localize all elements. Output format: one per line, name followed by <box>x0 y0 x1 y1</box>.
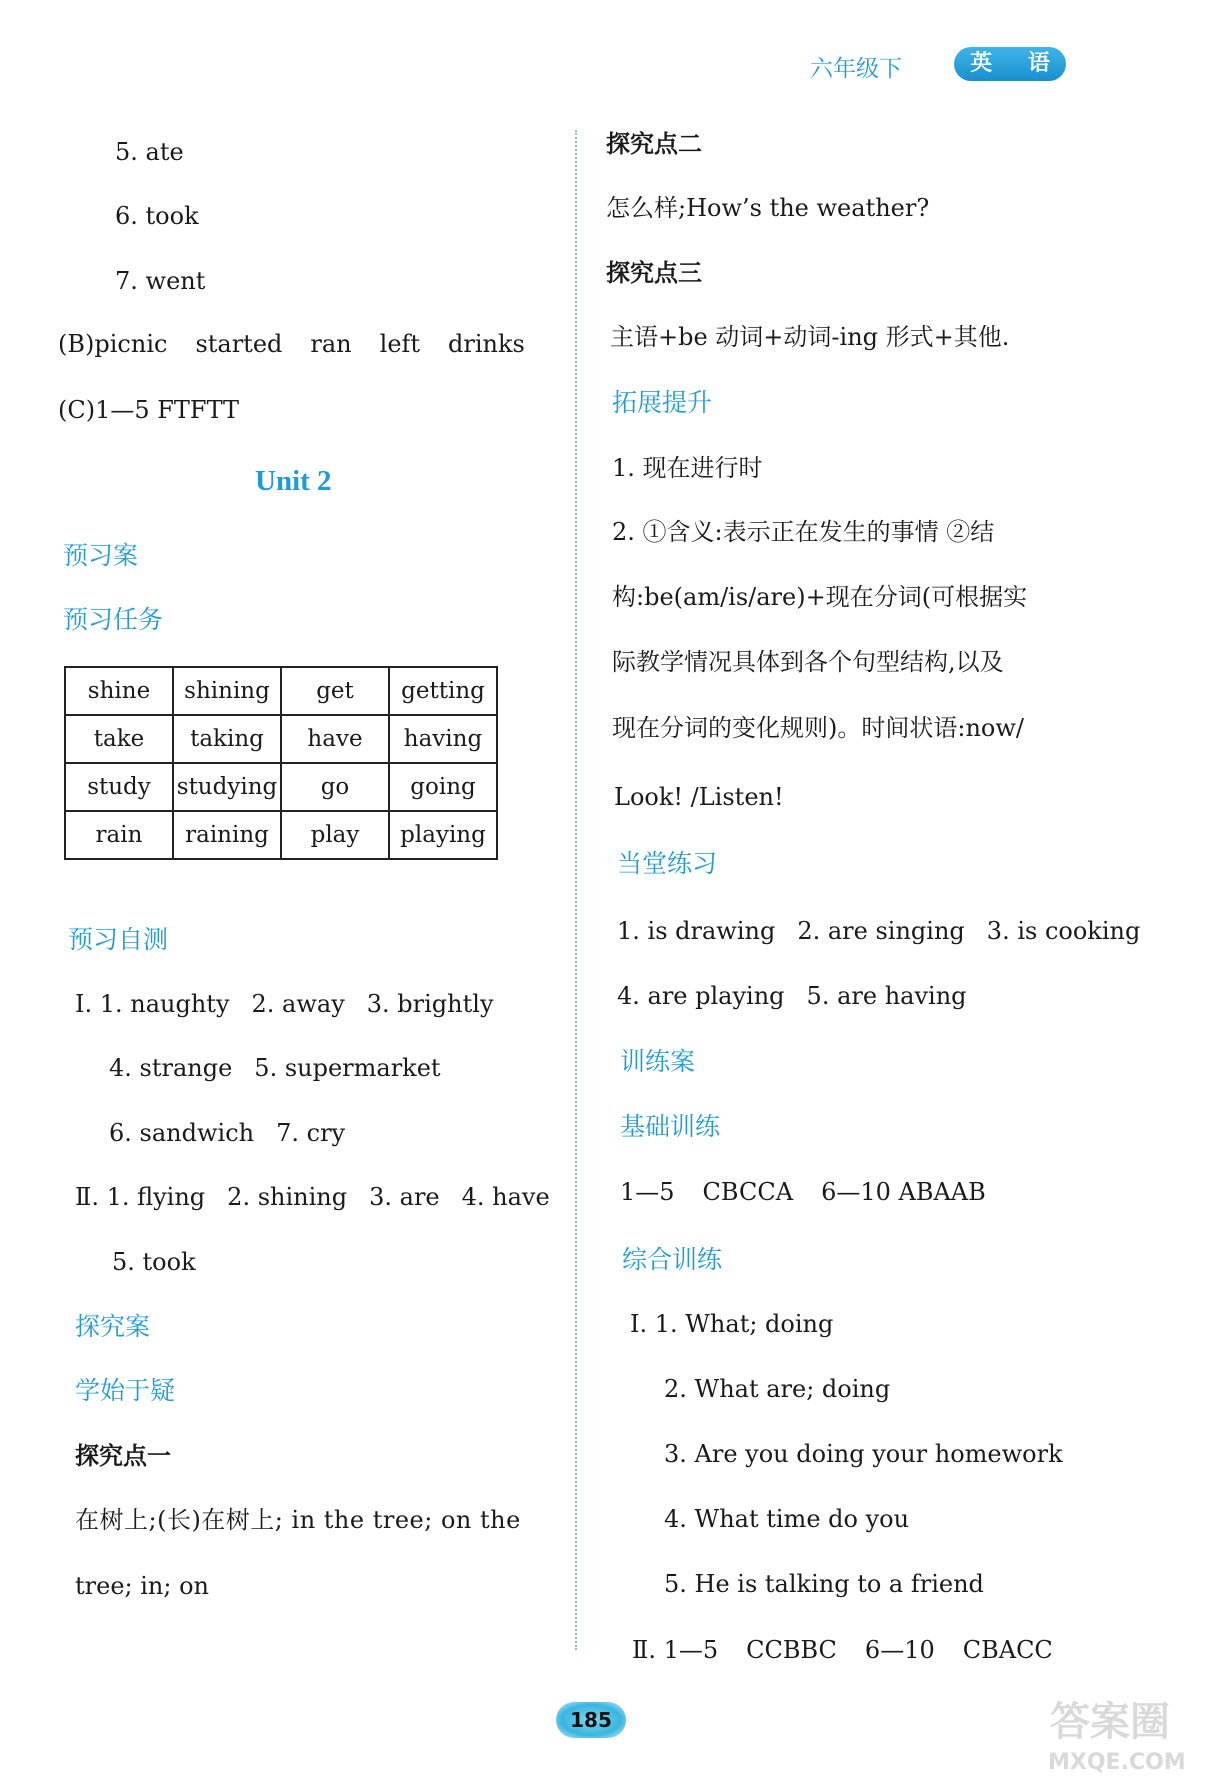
answer: 3. is cooking <box>986 917 1141 945</box>
answer: Ⅱ. 1. flying <box>75 1183 206 1211</box>
watermark-logo: 答案圈 <box>1050 1699 1170 1745</box>
table-cell: get <box>281 667 389 715</box>
table-row <box>65 715 497 763</box>
watermark-url: MXQE.COM <box>1048 1750 1186 1775</box>
answer-line: 5. He is talking to a friend <box>664 1570 984 1598</box>
table-cell: getting <box>389 667 497 715</box>
grade-label: 六年级下 <box>810 56 902 82</box>
word: started <box>195 330 283 358</box>
section-b-line <box>58 328 525 360</box>
heading-explore: 探究案 <box>75 1312 151 1341</box>
heading-selftest: 预习自测 <box>68 925 169 954</box>
heading-preview: 预习案 <box>63 541 139 570</box>
answer: 4. have <box>461 1183 550 1211</box>
answer-line: Ⅰ. 1. What; doing <box>630 1310 834 1338</box>
verb-forms-table <box>64 666 498 860</box>
table-cell: rain <box>65 811 173 859</box>
answer-line: 怎么样;How’s the weather? <box>606 194 930 222</box>
answer-line: 1. 现在进行时 <box>612 454 763 482</box>
table-cell: playing <box>389 811 497 859</box>
unit-title: Unit 2 <box>255 465 332 497</box>
answer-line <box>75 1181 550 1213</box>
answer: 1—5 <box>620 1178 675 1206</box>
table-cell: studying <box>173 763 281 811</box>
answer: Ⅰ. 1. naughty <box>75 990 230 1018</box>
answer-line: 2. ①含义:表示正在发生的事情 ②结 <box>612 518 995 546</box>
section-b-label: (B) <box>58 330 95 358</box>
table-cell: take <box>65 715 173 763</box>
answer-line: 构:be(am/is/are)+现在分词(可根据实 <box>612 583 1028 611</box>
heading-point-three: 探究点三 <box>606 259 702 287</box>
table-row <box>65 763 497 811</box>
answer: CBCCA <box>702 1178 794 1206</box>
word: drinks <box>448 330 525 358</box>
answer: 6. sandwich <box>109 1119 255 1147</box>
table-cell: study <box>65 763 173 811</box>
answer: 6—10 <box>864 1636 935 1664</box>
answer-line <box>617 980 967 1012</box>
table-cell: go <box>281 763 389 811</box>
table-cell: going <box>389 763 497 811</box>
answer-line: Look! /Listen! <box>614 783 784 811</box>
page-number: 185 <box>556 1702 626 1738</box>
answer-line <box>617 915 1140 947</box>
answer: Ⅱ. 1—5 <box>632 1636 719 1664</box>
word: picnic <box>94 330 168 358</box>
answer-line: 主语+be 动词+动词-ing 形式+其他. <box>610 323 1010 351</box>
word: ran <box>310 330 352 358</box>
answer-line: tree; in; on <box>75 1572 209 1600</box>
heading-point-two: 探究点二 <box>606 130 702 158</box>
answer: 2. shining <box>227 1183 348 1211</box>
answer-line: 在树上;(长)在树上; in the tree; on the <box>75 1506 521 1534</box>
table-cell: raining <box>173 811 281 859</box>
answer: 5. are having <box>806 982 967 1010</box>
answer-line: 2. What are; doing <box>664 1375 891 1403</box>
section-c-line: (C)1—5 FTFTT <box>58 396 240 424</box>
table-row <box>65 667 497 715</box>
table-cell: having <box>389 715 497 763</box>
answer-line: 3. Are you doing your homework <box>664 1440 1063 1468</box>
answer-line: 4. What time do you <box>664 1505 910 1533</box>
heading-extend: 拓展提升 <box>612 388 713 417</box>
answer: CCBBC <box>746 1636 837 1664</box>
table-cell: shining <box>173 667 281 715</box>
answer: 2. are singing <box>797 917 965 945</box>
answer-line <box>632 1634 1053 1666</box>
answer-line <box>75 988 494 1020</box>
answer-line: 6. took <box>115 202 199 230</box>
answer: 1. is drawing <box>617 917 776 945</box>
answer-line: 7. went <box>115 267 206 295</box>
answer: 6—10 ABAAB <box>821 1178 986 1206</box>
answer-line: 际教学情况具体到各个句型结构,以及 <box>612 648 1004 676</box>
table-cell: play <box>281 811 389 859</box>
heading-class-practice: 当堂练习 <box>617 849 718 878</box>
table-cell: taking <box>173 715 281 763</box>
heading-point-one: 探究点一 <box>75 1442 171 1470</box>
answer-line <box>109 1052 441 1084</box>
answer: 2. away <box>251 990 345 1018</box>
answer-line <box>620 1176 986 1208</box>
answer-line <box>109 1117 345 1149</box>
word: left <box>379 330 421 358</box>
answer: 5. supermarket <box>254 1054 441 1082</box>
table-row <box>65 811 497 859</box>
column-divider <box>575 130 577 1650</box>
heading-doubt: 学始于疑 <box>75 1376 176 1405</box>
subject-badge: 英 语 <box>954 47 1066 81</box>
answer-line: 现在分词的变化规则)。时间状语:now/ <box>612 714 1024 742</box>
answer: CBACC <box>962 1636 1053 1664</box>
answer-line: 5. ate <box>115 138 184 166</box>
answer: 4. strange <box>109 1054 233 1082</box>
heading-basic: 基础训练 <box>620 1112 721 1141</box>
answer: 3. brightly <box>366 990 494 1018</box>
answer: 4. are playing <box>617 982 785 1010</box>
heading-training: 训练案 <box>620 1047 696 1076</box>
answer-line: 5. took <box>112 1248 196 1276</box>
table-cell: have <box>281 715 389 763</box>
answer: 3. are <box>369 1183 440 1211</box>
answer: 7. cry <box>276 1119 346 1147</box>
table-cell: shine <box>65 667 173 715</box>
heading-task: 预习任务 <box>63 605 164 634</box>
heading-comprehensive: 综合训练 <box>622 1245 723 1274</box>
